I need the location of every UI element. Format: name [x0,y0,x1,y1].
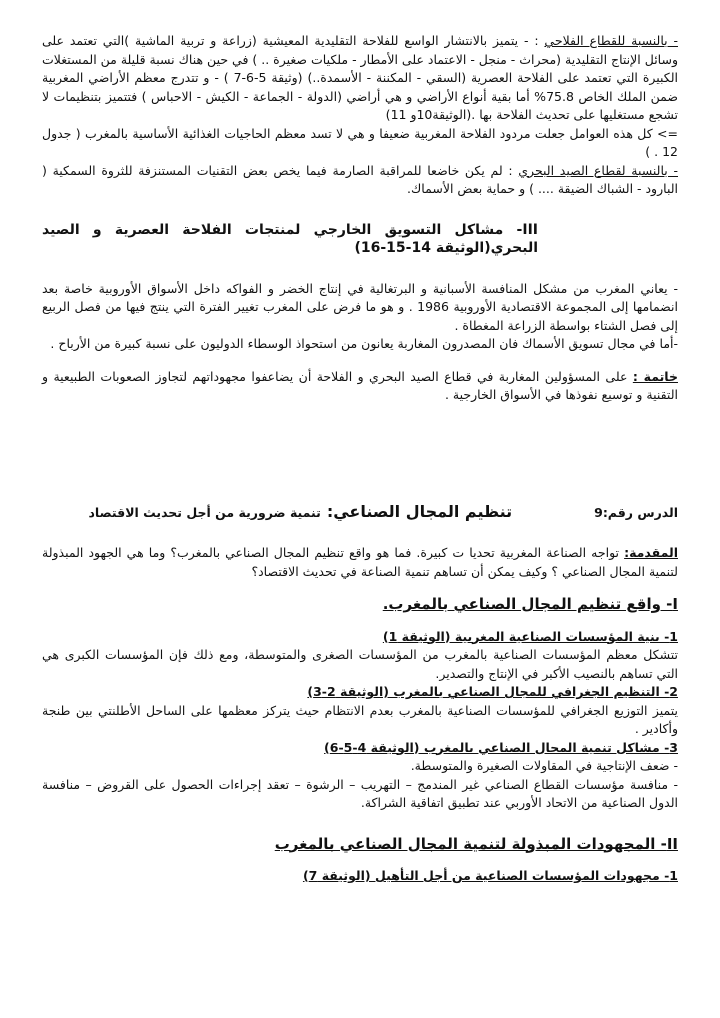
agri-text: : - يتميز بالانتشار الواسع للفلاحة التقليدية المعيشية (زراعة و تربية الماشية )التي تعتمد على وسائل الإنتاج التقليدية (محراث - منجل - الاعتماد على الأمطار - ملكيات صغيرة .. ) في حين هناك نسبة قليلة من المستغلات الكبيرة التي تعتمد على الفلاحة العصرية (السقي - المكننة - الأسمدة..) (وثيقة 5-6-7 ) - و تتدرج معظم الأراضي المغربية ضمن الملك الخاص 75.8% أما بقية أنواع الأراضي و هي أراضي (الدولة - الجماعة - الكيش - الاحباس ) فتتميز بتنظيمات لا تشجع مستغليها على تحديث الفلاحة بها .(الوثيقة10و 11) [41,33,678,122]
lesson-subtitle: تنمية ضرورية من أجل تحديث الاقتصاد [88,504,321,520]
agri-label: - بالنسبة للقطاع الفلاحي [544,33,678,48]
fishing-label: - بالنسبة لقطاع الصيد البحري [518,162,678,178]
section3-paragraph-2: -أما في مجال تسويق الأسماك فان المصدرون المغاربة يعانون من استحواذ الوسطاء الدوليون على نسبة كبيرة من الأرباح . [50,336,678,351]
lesson-header [42,503,678,523]
lesson-number: الدرس رقم:9 [594,504,678,520]
part1-s3-item1: - ضعف الإنتاجية في المقاولات الصغيرة والمتوسطة. [410,758,678,773]
section3-title: III- مشاكل التسويق الخارجي لمنتجات الفلاحة العصرية و الصيد البحري(الوثيقة 14-15-16) [42,221,538,256]
intro-label: المقدمة: [624,545,678,560]
part1-s2-title: 2- التنظيم الجغرافي للمجال الصناعي بالمغرب (الوثيقة 2-3) [307,684,678,699]
section3-paragraph-1: - يعاني المغرب من مشكل المنافسة الأسبانية و البرتغالية في إنتاج الخضر و الفواكه داخل الأسواق الأوروبية خاصة بعد انضمامها إلى المجموعة الاقتصادية الأوروبية 1986 . و هو ما فرض على المغرب تغيير الفترة التي ينتج فيها من فصل الربيع إلى فصل الشتاء بواسطة الزراعة المغطاة . [42,280,678,333]
part1-s1-text: تتشكل معظم المؤسسات الصناعية بالمغرب من المؤسسات الصغرى والمتوسطة، ومع ذلك فإن المؤسسات الكبرى هي التي تساهم بالنصيب الأكبر في الإنتاج والتصدير. [42,647,678,681]
conclusion-label: خاتمة : [632,368,678,384]
part2-s1-title: 1- مجهودات المؤسسات الصناعية من أجل التأهيل (الوثيقة 7) [302,868,678,883]
lesson-title: تنظيم المجال الصناعي: [326,501,513,521]
fishing-paragraph [42,162,678,199]
document-page [42,32,678,998]
intro-text: تواجه الصناعة المغربية تحديا ت كبيرة. فما هو واقع تنظيم المجال الصناعي بالمغرب؟ وما هي الجهود المبذولة لتنمية المجال الصناعي ؟ وكيف يمكن أن تساهم تنمية الصناعة في تحديث الاقتصاد؟ [42,545,678,579]
agri-conclusion: => كل هذه العوامل جعلت مردود الفلاحة المغربية ضعيفا و هي لا تسد معظم الحاجيات الغذائية الأساسية بالمغرب ( جدول 12 . ) [42,125,678,159]
conclusion-paragraph [42,368,678,405]
part1-s3-item2: - منافسة مؤسسات القطاع الصناعي غير المندمج – التهريب – الرشوة – تعقد إجراءات الحصول على القروض – منافسة الدول الصناعية من الاتحاد الأوربي عند تطبيق اتفاقية الشراكة. [42,776,678,810]
part1-s3-title: 3- مشاكل تنمية المجال الصناعي بالمغرب (الوثيقة 4-5-6) [324,739,678,755]
part1-s2-text: يتميز التوزيع الجغرافي للمؤسسات الصناعية بالمغرب بعدم الانتظام حيث يتركز معظمها على الساحل الأطلنتي بين طنجة وأكادير . [42,702,678,736]
part1-s1-title: 1- بنية المؤسسات الصناعية المغربية (الوثيقة 1) [382,628,678,644]
agri-paragraph [42,32,678,125]
conclusion-text: على المسؤولين المغاربة في قطاع الصيد البحري و الفلاحة أن يضاعفوا مجهوداتهم لتجاوز الصعوبات الطبيعية و التقنية و توسيع نفوذها في الأسواق الخارجية . [42,368,678,402]
fishing-text: : لم يكن خاضعا للمراقبة الصارمة فيما يخص بعض التقنيات المستنزفة للثروة السمكية ( البارود - الشباك الضيقة .... ) و حماية بعض الأسماك. [42,162,678,196]
part1-title: I- واقع تنظيم المجال الصناعي بالمغرب. [382,595,678,613]
part2-title: II- المجهودات المبذولة لتنمية المجال الصناعي بالمغرب [274,834,678,853]
intro-paragraph [42,544,678,581]
